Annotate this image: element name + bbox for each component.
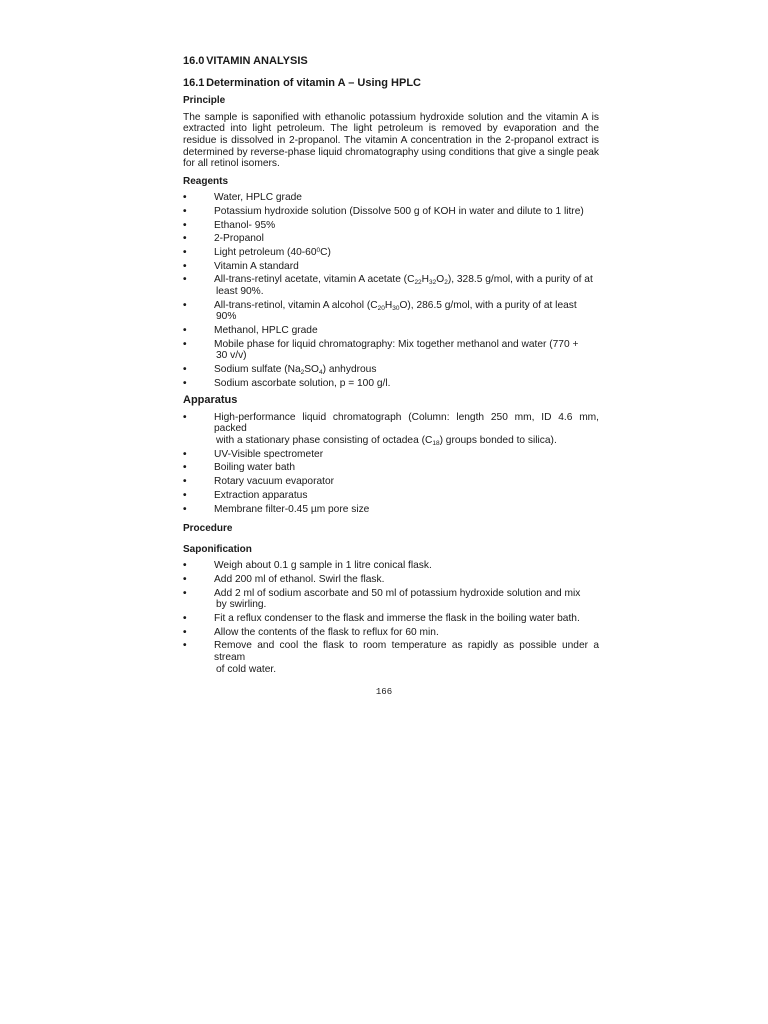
bullet-icon: • [183,640,187,652]
principle-paragraph: The sample is saponified with ethanolic potassium hydroxide solution and the vitamin A is extracted into light petroleum. The light petroleum is removed by evaporation and the residue is dissolved in 2-propanol. The vitamin A concentration in the 2-propanol extract is determined by reverse-phase liquid chromatography using conditions that give a single peak for all retinol isomers. [183,111,599,170]
list-item: • UV-Visible spectrometer [183,448,324,460]
list-item: • Add 2 ml of sodium ascorbate and 50 ml of potassium hydroxide solution and mix by swirling. [183,587,581,611]
list-item: • Potassium hydroxide solution (Dissolve 500 g of KOH in water and dilute to 1 litre) [183,206,584,218]
bullet-icon: • [183,573,187,585]
list-item: • Extraction apparatus [183,489,308,501]
list-item: • Fit a reflux condenser to the flask and immerse the flask in the boiling water bath. [183,612,580,624]
bullet-icon: • [183,411,187,423]
apparatus-list [183,412,599,515]
list-item: • Allow the contents of the flask to reflux for 60 min. [183,626,439,638]
procedure-heading: Procedure [183,523,233,535]
saponification-heading: Saponification [183,543,252,555]
list-item: • Light petroleum $(40-60^0C)$ [183,247,331,259]
bullet-icon: • [183,560,187,572]
bullet-icon: • [183,612,187,624]
page-number: 166 [375,687,393,697]
list-item: • Rotary vacuum evaporator [183,476,335,488]
list-item: • Add 200 ml of ethanol. Swirl the flask. [183,573,385,585]
bullet-icon: • [183,377,187,389]
section-number: 16.0 [183,55,205,67]
list-item: • Mobile phase for liquid chromatography: Mix together methanol and water (770 + 30 v/v) [183,338,579,362]
list-item: • Sodium ascorbate solution, p = 100 g/l. [183,377,391,389]
section-heading [183,56,599,68]
bullet-icon: • [183,489,187,501]
list-item: • Vitamin A standard [183,260,299,272]
bullet-icon: • [183,247,187,259]
bullet-icon: • [183,338,187,350]
bullet-icon: • [183,206,187,218]
bullet-icon: • [183,260,187,272]
bullet-icon: • [183,626,187,638]
bullet-icon: • [183,233,187,245]
list-item: • Ethanol- 95% [183,219,276,231]
list-item: • Membrane filter-0.45 µm pore size [183,503,370,515]
list-item: • Remove and cool the flask to room temperature as rapidly as possible under a stream of cold water. [183,640,599,675]
list-item: • Sodium sulfate $(Na_2SO_4)$ anhydrous [183,364,377,376]
bullet-icon: • [183,462,187,474]
list-item: • All-trans-retinyl acetate, vitamin A acetate $(C_{22}H_{32}O_2)$, 328.5 g/mol, with a purity of at least 90%. [183,274,593,298]
subsection-heading [183,78,599,90]
bullet-icon: • [183,476,187,488]
list-item: • High-performance liquid chromatograph (Column: length 250 mm, ID 4.6 mm, packed with a stationary phase consisting of octadea $(C_{18})$ groups bonded to silica). [183,411,599,448]
bullet-icon: • [183,192,187,204]
reagents-list [183,192,599,389]
list-item: • All-trans-retinol, vitamin A alcohol $(C_{20}H_{30}O)$, 286.5 g/mol, with a purity of at least 90% [183,299,577,323]
list-item: • Boiling water bath [183,462,295,474]
principle-heading: Principle [183,95,226,107]
bullet-icon: • [183,364,187,375]
bullet-icon: • [183,299,187,311]
reagents-heading: Reagents [183,175,229,187]
list-item: • 2-Propanol [183,233,264,245]
bullet-icon: • [183,274,187,286]
list-item: • Methanol, HPLC grade [183,325,318,337]
apparatus-heading: Apparatus [183,394,238,407]
list-item: • Water, HPLC grade [183,192,302,204]
bullet-icon: • [183,503,187,515]
bullet-icon: • [183,219,187,231]
subsection-title: Determination of vitamin A – Using HPLC [206,76,421,89]
list-item: • Weigh about 0.1 g sample in 1 litre conical flask. [183,560,432,572]
document-page [183,56,599,681]
section-title: VITAMIN ANALYSIS [206,55,308,67]
bullet-icon: • [183,587,187,599]
bullet-icon: • [183,448,187,460]
bullet-icon: • [183,325,187,337]
saponification-list [183,560,599,675]
subsection-number: 16.1 [183,76,205,89]
